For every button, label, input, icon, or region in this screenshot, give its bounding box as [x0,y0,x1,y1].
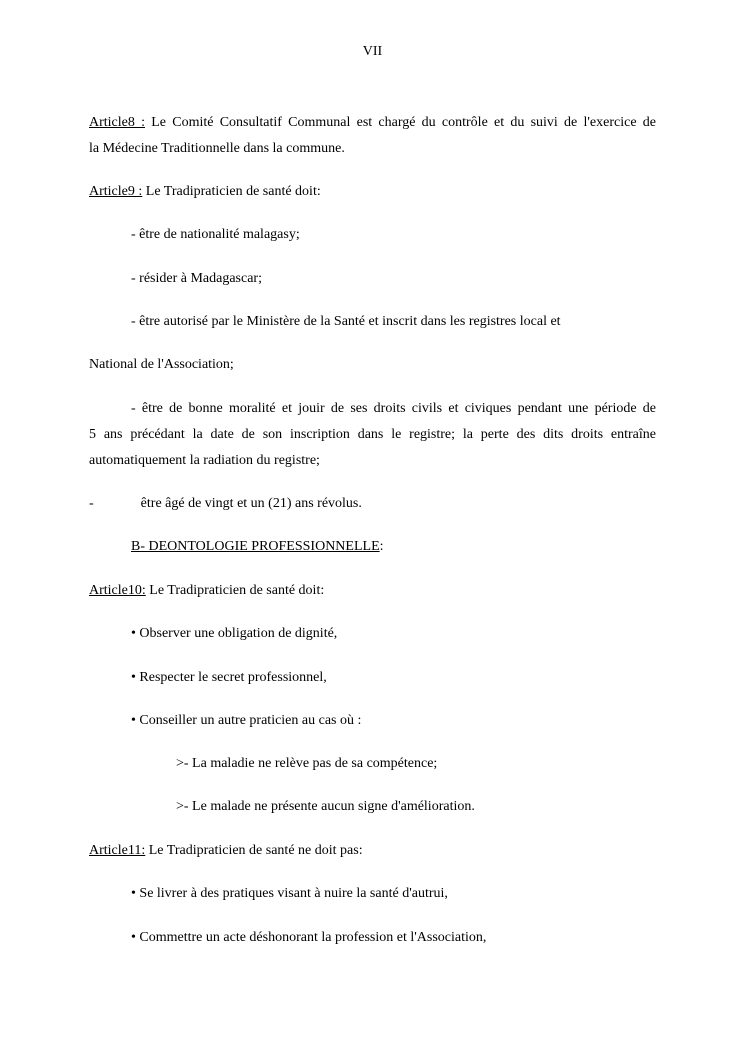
article11-bullet-harm: • Se livrer à des pratiques visant à nuire la santé d'autrui, [131,886,448,901]
section-b-title: B- DEONTOLOGIE PROFESSIONNELLE [131,539,380,554]
section-b-heading [131,539,656,555]
article9-item-morality-line1: - être de bonne moralité et jouir de ses droits civils et civiques pendant une période de [131,401,656,416]
dash-marker: - [89,496,94,511]
article9-intro: Le Tradipraticien de santé doit: [142,184,321,199]
article10-subitem-competence: >- La maladie ne relève pas de sa compétence; [176,756,438,771]
article10-heading [89,583,656,599]
page-number: VII [362,44,383,59]
article9-item-age [89,496,656,512]
article10-bullet-advise: • Conseiller un autre praticien au cas où : [131,713,362,728]
article9-item-age-text: être âgé de vingt et un (21) ans révolus. [140,496,362,511]
article8-text-line1: Le Comité Consultatif Communal est chargé du contrôle et du suivi de l'exercice de [145,115,656,130]
article9-item-nationality: - être de nationalité malagasy; [131,227,300,242]
article10-intro: Le Tradipraticien de santé doit: [145,583,325,598]
article11-bullet-dishonor: • Commettre un acte déshonorant la profession et l'Association, [131,930,487,945]
article10-subitem-improvement: >- Le malade ne présente aucun signe d'amélioration. [176,799,475,814]
article9-item-authorization-cont: National de l'Association; [89,357,234,372]
article9-heading [89,184,656,200]
article9-item-residence: - résider à Madagascar; [131,271,262,286]
article11-heading [89,843,656,859]
article10-bullet-dignity: • Observer une obligation de dignité, [131,626,338,641]
article10-label: Article10: [89,583,146,598]
article9-item-morality-line2: 5 ans précédant la date de son inscription dans le registre; la perte des dits droits entraîne [89,427,656,442]
article8-label: Article8 : [89,115,145,130]
article11-intro: Le Tradipraticien de santé ne doit pas: [145,843,363,858]
article11-label: Article11: [89,843,146,858]
article9-item-morality-line3: automatiquement la radiation du registre; [89,453,320,468]
article8-line1 [89,115,656,131]
article8-text-line2: la Médecine Traditionnelle dans la commune. [89,141,345,156]
article9-label: Article9 : [89,184,143,199]
article10-bullet-secret: • Respecter le secret professionnel, [131,670,327,685]
article9-item-authorization: - être autorisé par le Ministère de la Santé et inscrit dans les registres local et [131,314,561,329]
section-b-colon: : [379,539,384,554]
